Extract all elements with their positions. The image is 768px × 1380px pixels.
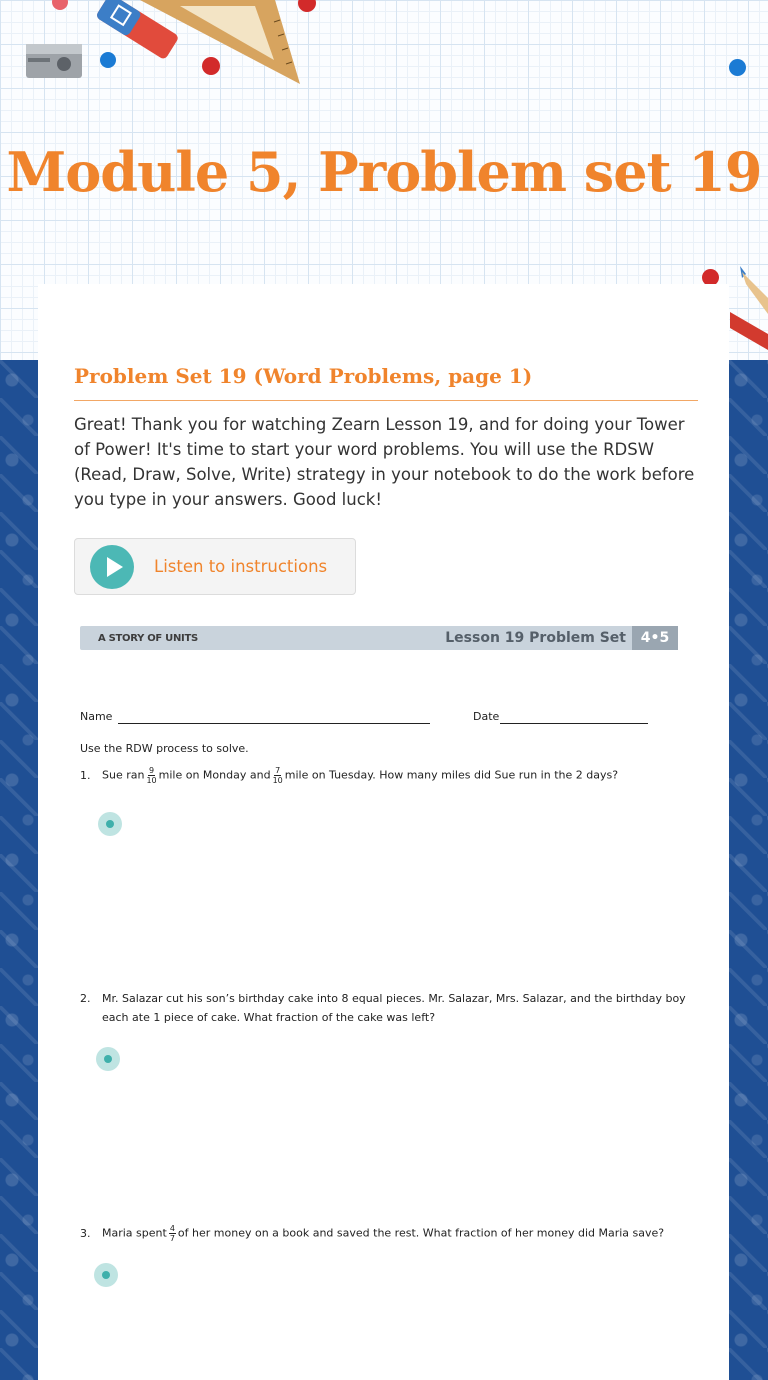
listen-instructions-button[interactable]	[74, 538, 356, 595]
answer-hotspot-1[interactable]	[98, 812, 122, 836]
instructions-text: Great! Thank you for watching Zearn Lesson 19, and for doing your Tower of Power! It's time to start your word problems. You will use the RDSW (Read, Draw, Solve, Write) strategy in your notebook to do the work before you type in your answers. Good luck!	[74, 415, 695, 509]
worksheet-module-badge: 4•5	[632, 626, 678, 650]
problem-number: 3.	[80, 1226, 91, 1240]
blue-dot-decoration	[729, 59, 746, 76]
worksheet-lesson-label: Lesson 19 Problem Set	[445, 630, 626, 646]
answer-hotspot-3[interactable]	[94, 1263, 118, 1287]
problem-text: Mr. Salazar cut his son’s birthday cake into 8 equal pieces. Mr. Salazar, Mrs. Salazar, and the birthday boy	[102, 992, 686, 1005]
problem-text: mile on Monday and	[158, 768, 271, 782]
problem-text: mile on Tuesday. How many miles did Sue run in the 2 days?	[284, 768, 619, 782]
page-title: Module 5, Problem set 19	[6, 140, 762, 204]
worksheet-banner	[80, 626, 634, 650]
worksheet-series-label: A STORY OF UNITS	[98, 632, 198, 644]
name-label: Name	[80, 710, 113, 723]
blue-dot-decoration	[100, 52, 116, 68]
ruler-triangle-icon	[140, 0, 305, 86]
fraction: $\frac{7}{10}$	[272, 766, 283, 785]
worksheet-image	[80, 626, 686, 1243]
problem-text: Sue ran	[102, 768, 145, 782]
pattern-border-right	[729, 360, 768, 1380]
date-line	[500, 723, 648, 724]
heading-divider	[74, 400, 698, 401]
problem-number: 2.	[80, 992, 91, 1005]
problem-text: each ate 1 piece of cake. What fraction of the cake was left?	[102, 1011, 436, 1024]
pencil-icon	[730, 262, 768, 352]
problem-3	[80, 1224, 664, 1243]
listen-instructions-label: Listen to instructions	[154, 557, 328, 576]
date-label: Date	[473, 710, 500, 723]
content-card	[38, 284, 729, 1380]
play-icon[interactable]	[90, 545, 134, 589]
problem-text: of her money on a book and saved the rest. What fraction of her money did Maria save?	[177, 1226, 665, 1240]
problem-text: Maria spent	[102, 1226, 167, 1240]
worksheet-instruction: Use the RDW process to solve.	[80, 742, 249, 755]
sharpener-icon	[22, 38, 88, 84]
problem-1	[80, 766, 618, 785]
section-heading: Problem Set 19 (Word Problems, page 1)	[74, 364, 533, 388]
answer-hotspot-2[interactable]	[96, 1047, 120, 1071]
pattern-border-left	[0, 360, 38, 1380]
fraction: $\frac{4}{7}$	[169, 1224, 175, 1243]
name-line	[118, 723, 430, 724]
fraction: $\frac{9}{10}$	[146, 766, 157, 785]
red-dot-decoration	[202, 57, 220, 75]
problem-number: 1.	[80, 768, 91, 782]
